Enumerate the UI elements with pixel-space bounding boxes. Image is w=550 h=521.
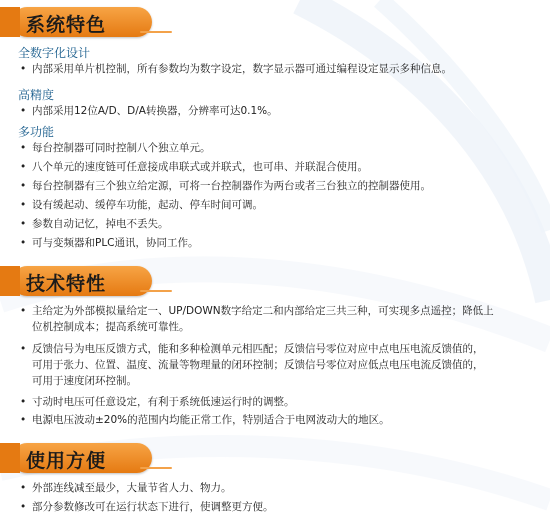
list-item: • 部分参数修改可在运行状态下进行，使调整更方便。 [18, 499, 550, 515]
section-header-tech [0, 266, 200, 296]
list-item: • 内部采用12位A/D、D/A转换器，分辨率可达0.1%。 [18, 103, 550, 119]
list-item [18, 341, 550, 389]
list-item [18, 303, 550, 335]
section-header-usability [0, 443, 200, 473]
list-item [18, 394, 550, 410]
list-item-line: • 反馈信号为电压反馈方式，能和多种检测单元相匹配；反馈信号零位对应中点电压电流反馈值的， [32, 343, 484, 355]
list-item: • 内部采用单片机控制，所有参数均为数字设定，数字显示器可通过编程设定显示多种信息。 [18, 61, 550, 77]
section-title: 系统特色 [26, 14, 107, 36]
list-item: • 外部连线减至最少，大量节省人力、物力。 [18, 480, 550, 496]
divider [140, 290, 172, 292]
section-header-features [0, 7, 200, 37]
list-item: • 每台控制器可同时控制八个独立单元。 [18, 140, 550, 156]
subheading: 多功能 [18, 125, 55, 139]
list-item-line: 可用于张力、位置、温度、流量等物理量的闭环控制；反馈信号零位对应低点电压电流反馈值的， [32, 359, 484, 371]
divider [140, 31, 172, 33]
list-item: • 每台控制器有三个独立给定源，可将一台控制器作为两台或者三台独立的控制器使用。 [18, 178, 550, 194]
list-item: • 参数自动记忆，掉电不丢失。 [18, 216, 550, 232]
list-item-line: • 主给定为外部模拟量给定一、UP/DOWN数字给定二和内部给定三共三种，可实现多点遥控；降低上 [32, 305, 494, 317]
subheading: 全数字化设计 [18, 46, 91, 60]
list-item-line: • 电源电压波动±20%的范围内均能正常工作，特别适合于电网波动大的地区。 [32, 414, 390, 426]
list-item-line: 可用于速度闭环控制。 [32, 375, 137, 387]
list-item: • 八个单元的速度链可任意接成串联式或并联式，也可串、并联混合使用。 [18, 159, 550, 175]
divider [140, 467, 172, 469]
section-title: 使用方便 [26, 450, 107, 472]
list-item-line: • 寸动时电压可任意设定，有利于系统低速运行时的调整。 [32, 396, 295, 408]
list-item [18, 412, 550, 428]
list-item: • 设有缓起动、缓停车功能，起动、停车时间可调。 [18, 197, 550, 213]
section-title: 技术特性 [26, 273, 107, 295]
list-item-line: 位机控制成本；提高系统可靠性。 [32, 321, 190, 333]
subheading: 高精度 [18, 88, 55, 102]
list-item: • 可与变频器和PLC通讯，协同工作。 [18, 235, 550, 251]
